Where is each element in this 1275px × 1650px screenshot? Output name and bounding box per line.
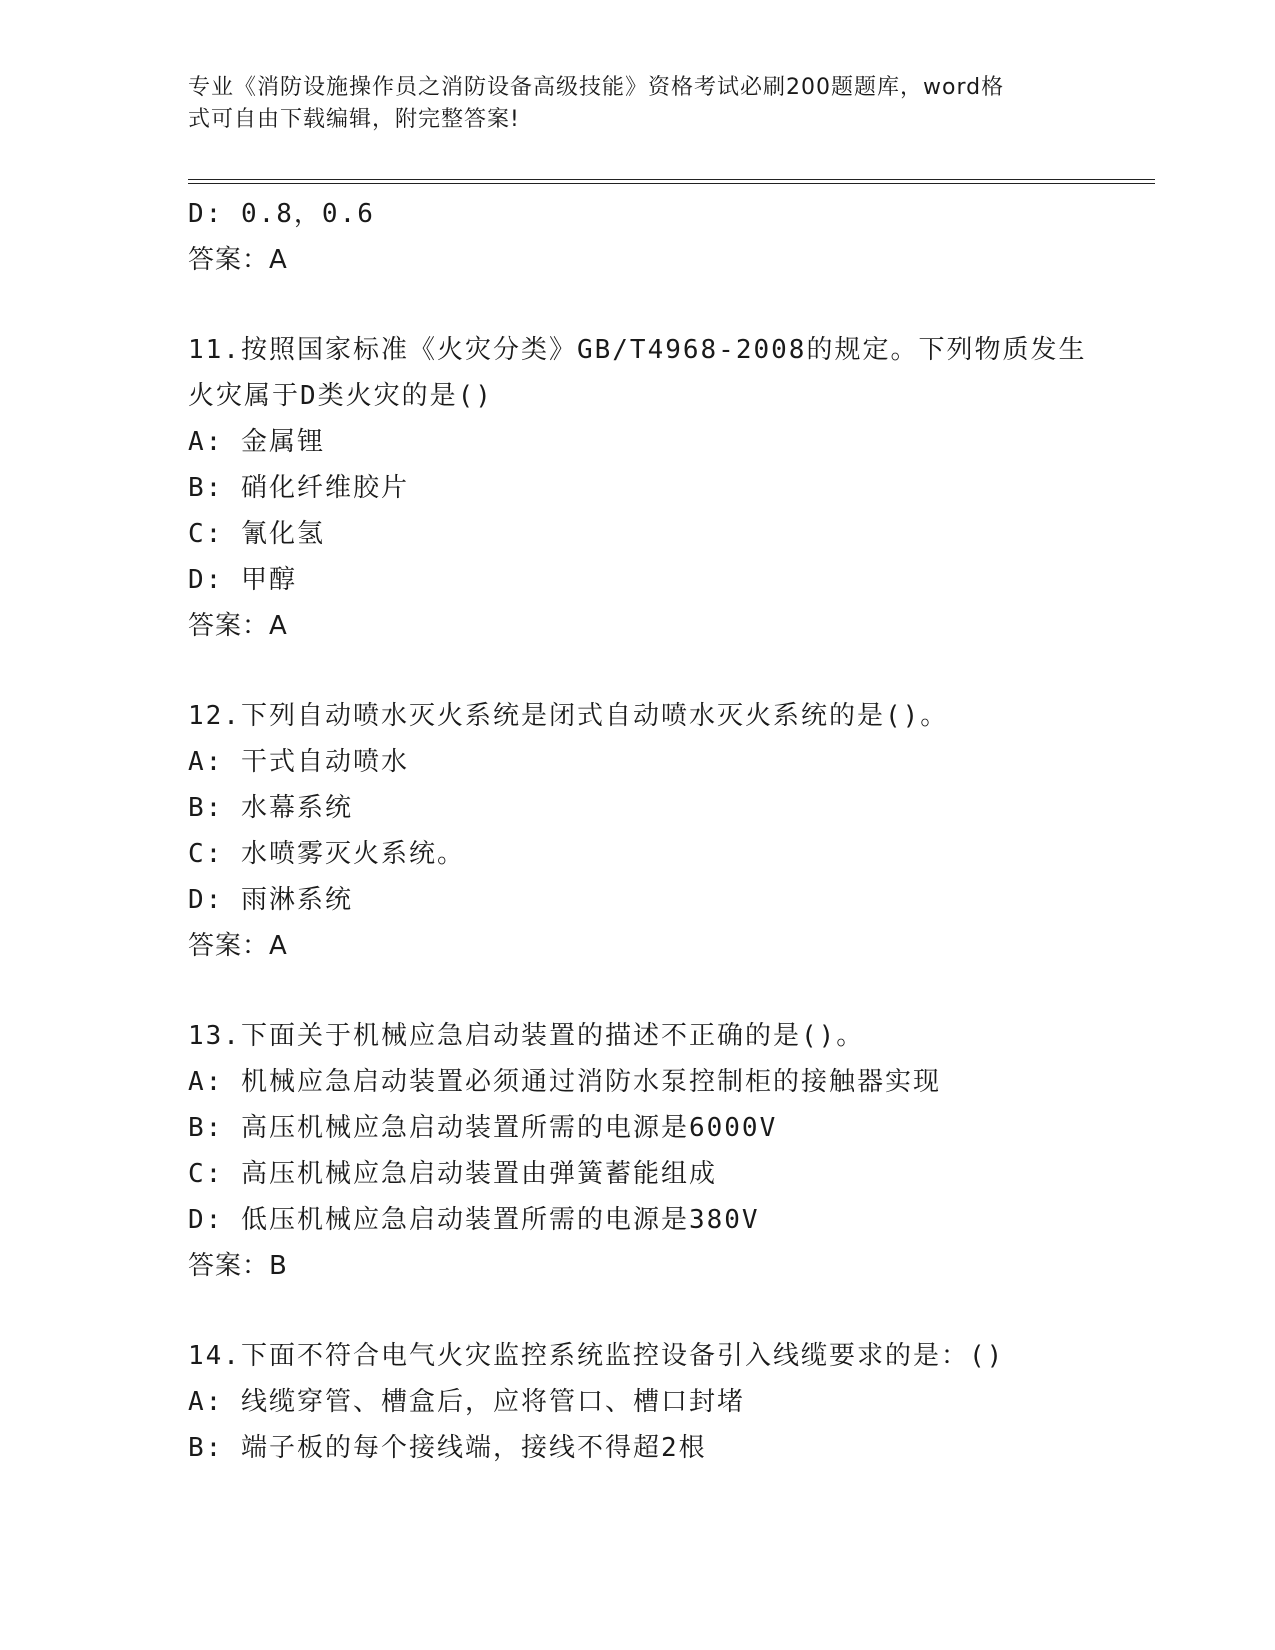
answer: 答案：B (188, 1251, 288, 1281)
question-14 (188, 1333, 1148, 1471)
header-divider-top (188, 179, 1155, 180)
option-a: A: 干式自动喷水 (188, 747, 409, 777)
option-a: A: 机械应急启动装置必须通过消防水泵控制柜的接触器实现 (188, 1067, 941, 1097)
option-b: B: 端子板的每个接线端，接线不得超2根 (188, 1433, 707, 1463)
option-c: C: 高压机械应急启动装置由弹簧蓄能组成 (188, 1159, 717, 1189)
option-d: D: 雨淋系统 (188, 885, 353, 915)
option-d: D: 低压机械应急启动装置所需的电源是380V (188, 1205, 760, 1235)
option-c: C: 水喷雾灭火系统。 (188, 839, 465, 869)
prev-option-d: D: 0.8，0.6 (188, 199, 375, 229)
question-13 (188, 1013, 1148, 1289)
answer: 答案：A (188, 931, 288, 961)
header-divider-bottom (188, 183, 1155, 184)
option-c: C: 氰化氢 (188, 519, 325, 549)
document-header (188, 72, 1068, 136)
option-b: B: 水幕系统 (188, 793, 353, 823)
option-b: B: 硝化纤维胶片 (188, 473, 409, 503)
question-list (188, 191, 1148, 1471)
option-a: A: 线缆穿管、槽盒后，应将管口、槽口封堵 (188, 1387, 745, 1417)
question-11 (188, 327, 1148, 649)
question-12 (188, 693, 1148, 969)
header-line-2: 式可自由下载编辑，附完整答案! (188, 107, 520, 132)
question-stem: 火灾属于D类火灾的是() (188, 381, 493, 411)
prev-answer: 答案：A (188, 245, 288, 275)
question-stem: 14.下面不符合电气火灾监控系统监控设备引入线缆要求的是：() (188, 1341, 1005, 1371)
answer: 答案：A (188, 611, 288, 641)
option-b: B: 高压机械应急启动装置所需的电源是6000V (188, 1113, 778, 1143)
question-stem: 11.按照国家标准《火灾分类》GB/T4968-2008的规定。下列物质发生 (188, 335, 1087, 365)
option-a: A: 金属锂 (188, 427, 325, 457)
header-line-1: 专业《消防设施操作员之消防设备高级技能》资格考试必刷200题题库，word格 (188, 75, 1005, 100)
question-stem: 12.下列自动喷水灭火系统是闭式自动喷水灭火系统的是()。 (188, 701, 949, 731)
option-d: D: 甲醇 (188, 565, 297, 595)
question-stem: 13.下面关于机械应急启动装置的描述不正确的是()。 (188, 1021, 865, 1051)
